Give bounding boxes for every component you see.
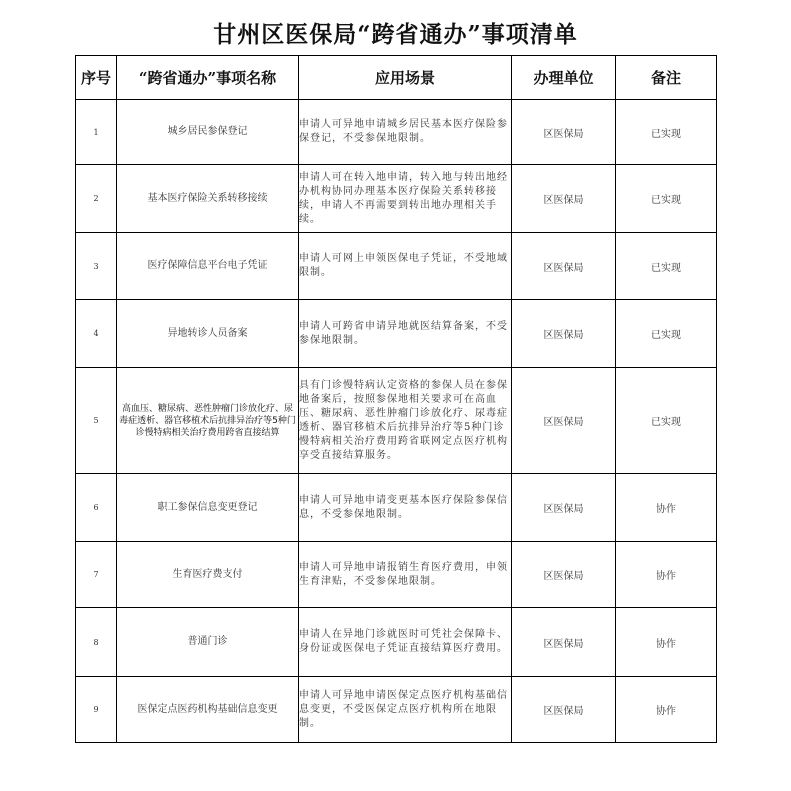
row-note: 协作 [616,474,717,542]
row-unit: 区医保局 [512,474,616,542]
table-row [76,165,717,233]
row-no: 5 [76,368,117,474]
row-unit: 区医保局 [512,368,616,474]
row-scene: 申请人可异地申请医保定点医疗机构基础信息变更，不受医保定点医疗机构所在地限制。 [299,677,512,743]
row-note: 已实现 [616,100,717,165]
row-no: 2 [76,165,117,233]
table-row [76,608,717,677]
row-note: 协作 [616,677,717,743]
row-unit: 区医保局 [512,608,616,677]
row-name: 城乡居民参保登记 [117,100,299,165]
row-no: 8 [76,608,117,677]
table-row [76,368,717,474]
row-note: 已实现 [616,233,717,300]
row-no: 3 [76,233,117,300]
row-unit: 区医保局 [512,165,616,233]
row-scene: 申请人可跨省申请异地就医结算备案，不受参保地限制。 [299,300,512,368]
row-no: 1 [76,100,117,165]
table-header-row [76,56,717,100]
row-name: 医疗保障信息平台电子凭证 [117,233,299,300]
row-name: 高血压、糖尿病、恶性肿瘤门诊放化疗、尿毒症透析、器官移植术后抗排异治疗等5种门诊慢特病相关治疗费用跨省直接结算 [117,368,299,474]
table-row [76,100,717,165]
row-no: 7 [76,542,117,608]
row-name: 生育医疗费支付 [117,542,299,608]
row-name: 异地转诊人员备案 [117,300,299,368]
row-unit: 区医保局 [512,542,616,608]
row-scene: 申请人在异地门诊就医时可凭社会保障卡、身份证或医保电子凭证直接结算医疗费用。 [299,608,512,677]
row-scene: 申请人可网上申领医保电子凭证，不受地域限制。 [299,233,512,300]
row-unit: 区医保局 [512,300,616,368]
row-no: 9 [76,677,117,743]
row-unit: 区医保局 [512,100,616,165]
row-note: 协作 [616,542,717,608]
header-note: 备注 [616,56,717,100]
row-name: 职工参保信息变更登记 [117,474,299,542]
header-name: “跨省通办”事项名称 [117,56,299,100]
row-scene: 申请人可异地申请变更基本医疗保险参保信息，不受参保地限制。 [299,474,512,542]
matters-table [75,55,717,743]
row-no: 4 [76,300,117,368]
row-no: 6 [76,474,117,542]
row-name: 医保定点医药机构基础信息变更 [117,677,299,743]
row-unit: 区医保局 [512,233,616,300]
header-no: 序号 [76,56,117,100]
table-row [76,542,717,608]
table-row [76,300,717,368]
row-note: 已实现 [616,300,717,368]
row-name: 基本医疗保险关系转移接续 [117,165,299,233]
row-scene: 申请人可异地申请城乡居民基本医疗保险参保登记，不受参保地限制。 [299,100,512,165]
table-row [76,233,717,300]
header-unit: 办理单位 [512,56,616,100]
header-scene: 应用场景 [299,56,512,100]
page-title: 甘州区医保局“跨省通办”事项清单 [213,21,578,48]
row-scene: 申请人可异地申请报销生育医疗费用，申领生育津贴，不受参保地限制。 [299,542,512,608]
row-scene: 申请人可在转入地申请，转入地与转出地经办机构协同办理基本医疗保险关系转移接续，申请人不再需要到转出地办理相关手续。 [299,165,512,233]
row-scene: 具有门诊慢特病认定资格的参保人员在参保地备案后，按照参保地相关要求可在高血压、糖尿病、恶性肿瘤门诊放化疗、尿毒症透析、器官移植术后抗排异治疗等5种门诊慢特病相关治疗费用跨省联网定点医疗机构享受直接结算服务。 [299,368,512,474]
row-note: 已实现 [616,368,717,474]
table-row [76,474,717,542]
row-note: 已实现 [616,165,717,233]
row-unit: 区医保局 [512,677,616,743]
row-note: 协作 [616,608,717,677]
row-name: 普通门诊 [117,608,299,677]
table-row [76,677,717,743]
